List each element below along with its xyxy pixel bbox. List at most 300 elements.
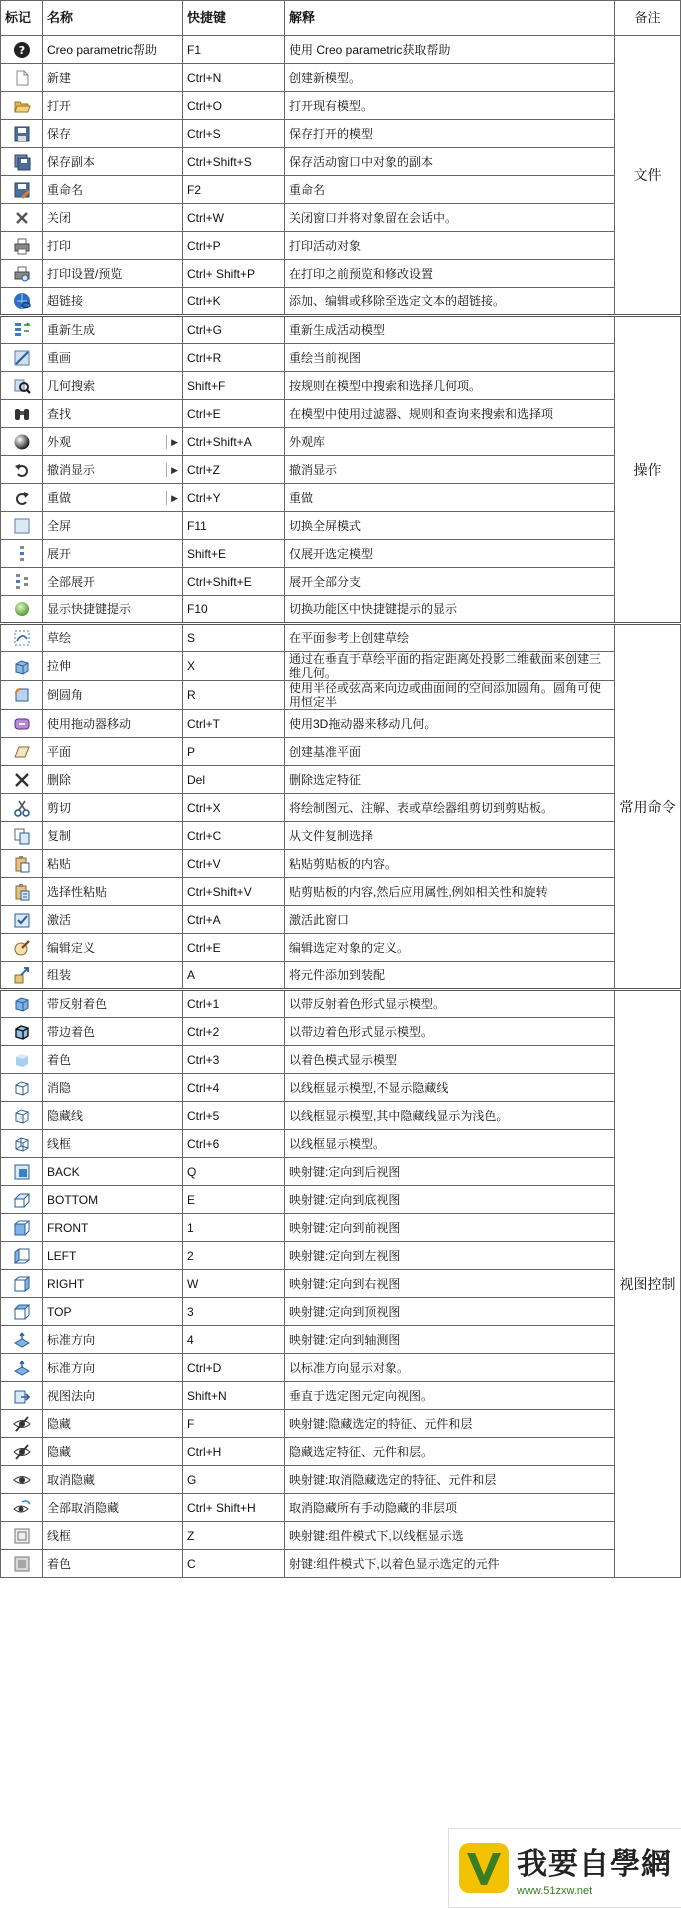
table-row	[1, 344, 681, 372]
name-cell	[43, 1242, 183, 1270]
shortcut-cell: Ctrl+Z	[183, 456, 285, 484]
shortcut-cell: Ctrl+5	[183, 1102, 285, 1130]
description-cell: 切换功能区中快捷键提示的显示	[285, 596, 615, 624]
table-row	[1, 372, 681, 400]
header-note: 备注	[615, 1, 681, 36]
hidden-line-icon	[13, 1107, 31, 1125]
name-cell	[43, 878, 183, 906]
description-cell: 重命名	[285, 176, 615, 204]
name-cell	[43, 1186, 183, 1214]
name-cell	[43, 484, 183, 512]
command-name: 关闭	[47, 210, 72, 225]
close-icon	[13, 209, 31, 227]
command-name: 标准方向	[47, 1360, 96, 1375]
description-cell: 添加、编辑或移除至选定文本的超链接。	[285, 288, 615, 316]
standard-orientation-icon	[13, 1331, 31, 1349]
shortcut-cell: X	[183, 652, 285, 681]
command-name: 查找	[47, 406, 72, 421]
icon-cell	[1, 36, 43, 64]
icon-cell	[1, 1438, 43, 1466]
description-cell: 切换全屏模式	[285, 512, 615, 540]
icon-cell	[1, 1550, 43, 1578]
shortcut-cell: Ctrl+Y	[183, 484, 285, 512]
name-cell	[43, 260, 183, 288]
command-name: 选择性粘贴	[47, 884, 108, 899]
name-cell	[43, 710, 183, 738]
description-cell: 以着色模式显示模型	[285, 1046, 615, 1074]
command-name: LEFT	[47, 1248, 77, 1263]
icon-cell	[1, 1102, 43, 1130]
icon-cell	[1, 512, 43, 540]
description-cell: 以带边着色形式显示模型。	[285, 1018, 615, 1046]
command-name: 拉伸	[47, 659, 72, 673]
table-row	[1, 1550, 681, 1578]
icon-cell	[1, 64, 43, 92]
shortcut-cell: Ctrl+3	[183, 1046, 285, 1074]
table-row	[1, 568, 681, 596]
save-icon	[13, 125, 31, 143]
shortcut-cell: C	[183, 1550, 285, 1578]
name-cell	[43, 1438, 183, 1466]
description-cell: 使用 Creo parametric获取帮助	[285, 36, 615, 64]
regenerate-icon	[13, 321, 31, 339]
table-row	[1, 1270, 681, 1298]
table-row	[1, 906, 681, 934]
view-right-icon	[13, 1275, 31, 1293]
icon-cell	[1, 766, 43, 794]
dropdown-arrow-icon: ▶	[166, 463, 178, 477]
icon-cell	[1, 400, 43, 428]
name-cell	[43, 176, 183, 204]
icon-cell	[1, 906, 43, 934]
name-cell	[43, 1158, 183, 1186]
shortcut-cell: Ctrl+E	[183, 400, 285, 428]
shortcut-cell: F1	[183, 36, 285, 64]
shortcut-cell: Ctrl+S	[183, 120, 285, 148]
shortcut-cell: 3	[183, 1298, 285, 1326]
command-name: 剪切	[47, 800, 72, 815]
table-row	[1, 512, 681, 540]
table-row	[1, 990, 681, 1018]
name-cell	[43, 624, 183, 652]
description-cell: 打印活动对象	[285, 232, 615, 260]
group-label: 常用命令	[615, 624, 681, 990]
name-cell	[43, 596, 183, 624]
name-cell	[43, 1046, 183, 1074]
repaint-icon	[13, 349, 31, 367]
command-name: 打开	[47, 98, 72, 113]
icon-cell	[1, 794, 43, 822]
command-name: 着色	[47, 1052, 72, 1067]
icon-cell	[1, 1214, 43, 1242]
table-row	[1, 1186, 681, 1214]
description-cell: 展开全部分支	[285, 568, 615, 596]
name-cell	[43, 906, 183, 934]
table-row	[1, 624, 681, 652]
icon-cell	[1, 738, 43, 766]
icon-cell	[1, 428, 43, 456]
icon-cell	[1, 1494, 43, 1522]
description-cell: 关闭窗口并将对象留在会话中。	[285, 204, 615, 232]
icon-cell	[1, 1242, 43, 1270]
description-cell: 使用3D拖动器来移动几何。	[285, 710, 615, 738]
description-cell: 映射键:隐藏选定的特征、元件和层	[285, 1410, 615, 1438]
icon-cell	[1, 204, 43, 232]
activate-icon	[13, 911, 31, 929]
shortcut-cell: Z	[183, 1522, 285, 1550]
appearance-sphere-icon	[13, 433, 31, 451]
description-cell: 撤消显示	[285, 456, 615, 484]
name-cell	[43, 1382, 183, 1410]
delete-icon	[13, 771, 31, 789]
icon-cell	[1, 1270, 43, 1298]
shortcut-tips-icon	[13, 600, 31, 618]
name-cell	[43, 1522, 183, 1550]
icon-cell	[1, 372, 43, 400]
table-row	[1, 681, 681, 710]
shortcut-cell: Ctrl+H	[183, 1438, 285, 1466]
icon-cell	[1, 1466, 43, 1494]
description-cell: 以线框显示模型。	[285, 1130, 615, 1158]
command-name: 草绘	[47, 631, 72, 645]
command-name: 保存副本	[47, 154, 96, 169]
name-cell	[43, 400, 183, 428]
description-cell: 映射键:定向到轴测图	[285, 1326, 615, 1354]
view-left-icon	[13, 1247, 31, 1265]
description-cell: 外观库	[285, 428, 615, 456]
table-row	[1, 1326, 681, 1354]
table-row	[1, 738, 681, 766]
shortcut-cell: Ctrl+Shift+E	[183, 568, 285, 596]
name-cell	[43, 1494, 183, 1522]
description-cell: 重绘当前视图	[285, 344, 615, 372]
name-cell	[43, 1326, 183, 1354]
paste-icon	[13, 855, 31, 873]
description-cell: 射键:组件模式下,以着色显示选定的元件	[285, 1550, 615, 1578]
description-cell: 映射键:组件模式下,以线框显示选	[285, 1522, 615, 1550]
description-cell: 激活此窗口	[285, 906, 615, 934]
print-preview-icon	[13, 265, 31, 283]
table-row	[1, 1410, 681, 1438]
table-row	[1, 176, 681, 204]
shortcut-cell: Del	[183, 766, 285, 794]
description-cell: 映射键:定向到前视图	[285, 1214, 615, 1242]
icon-cell	[1, 288, 43, 316]
command-name: 粘贴	[47, 856, 72, 871]
view-normal-icon	[13, 1387, 31, 1405]
table-row	[1, 934, 681, 962]
name-cell	[43, 428, 183, 456]
table-row	[1, 204, 681, 232]
description-cell: 映射键:取消隐藏选定的特征、元件和层	[285, 1466, 615, 1494]
description-cell: 映射键:定向到左视图	[285, 1242, 615, 1270]
description-cell: 将绘制图元、注解、表或草绘器组剪切到剪贴板。	[285, 794, 615, 822]
icon-cell	[1, 260, 43, 288]
icon-cell	[1, 1354, 43, 1382]
svg-text:?: ?	[18, 43, 25, 57]
table-row	[1, 92, 681, 120]
new-file-icon	[13, 69, 31, 87]
group-label: 文件	[615, 36, 681, 316]
command-name: 展开	[47, 546, 72, 561]
command-name: 组装	[47, 968, 72, 982]
help-icon	[13, 41, 31, 59]
command-name: FRONT	[47, 1220, 89, 1235]
sketch-icon	[13, 629, 31, 647]
description-cell: 在打印之前预览和修改设置	[285, 260, 615, 288]
shortcut-cell: Ctrl+2	[183, 1018, 285, 1046]
description-cell: 将元件添加到装配	[285, 962, 615, 990]
shortcut-cell: Shift+E	[183, 540, 285, 568]
icon-cell	[1, 1410, 43, 1438]
table-row	[1, 652, 681, 681]
icon-cell	[1, 1074, 43, 1102]
shading-edges-icon	[13, 1023, 31, 1041]
description-cell: 保存活动窗口中对象的副本	[285, 148, 615, 176]
icon-cell	[1, 1130, 43, 1158]
icon-cell	[1, 344, 43, 372]
view-top-icon	[13, 1303, 31, 1321]
dragger-move-icon	[13, 715, 31, 733]
name-cell	[43, 120, 183, 148]
shortcut-cell: Ctrl+P	[183, 232, 285, 260]
name-cell	[43, 148, 183, 176]
wireframe-icon	[13, 1135, 31, 1153]
shortcut-cell: Ctrl+Shift+V	[183, 878, 285, 906]
hyperlink-icon	[13, 292, 31, 310]
extrude-icon	[13, 657, 31, 675]
command-name: 平面	[47, 744, 72, 759]
icon-cell	[1, 1298, 43, 1326]
table-row	[1, 596, 681, 624]
table-row	[1, 1354, 681, 1382]
shading-icon	[13, 1051, 31, 1069]
view-front-icon	[13, 1219, 31, 1237]
icon-cell	[1, 681, 43, 710]
standard-orientation-icon	[13, 1359, 31, 1377]
command-name: 全部取消隐藏	[47, 1500, 120, 1515]
icon-cell	[1, 92, 43, 120]
header-desc: 解释	[285, 1, 615, 36]
shortcut-cell: P	[183, 738, 285, 766]
icon-cell	[1, 540, 43, 568]
shading-reflections-icon	[13, 995, 31, 1013]
command-name: 倒圆角	[47, 688, 84, 702]
table-row	[1, 1130, 681, 1158]
table-row	[1, 1298, 681, 1326]
command-name: 隐藏	[47, 1444, 72, 1459]
assemble-icon	[13, 966, 31, 984]
icon-cell	[1, 456, 43, 484]
description-cell: 以线框显示模型,其中隐藏线显示为浅色。	[285, 1102, 615, 1130]
description-cell: 通过在垂直于草绘平面的指定距离处投影二维截面来创建三维几何。	[285, 652, 615, 681]
hide-icon	[13, 1443, 31, 1461]
command-name: 保存	[47, 126, 72, 141]
command-name: 重命名	[47, 182, 84, 197]
name-cell	[43, 990, 183, 1018]
shortcut-cell: F10	[183, 596, 285, 624]
description-cell: 以标准方向显示对象。	[285, 1354, 615, 1382]
command-name: 着色	[47, 1556, 72, 1571]
name-cell	[43, 316, 183, 344]
shortcut-cell: R	[183, 681, 285, 710]
icon-cell	[1, 652, 43, 681]
shortcut-cell: Ctrl+W	[183, 204, 285, 232]
icon-cell	[1, 176, 43, 204]
name-cell	[43, 288, 183, 316]
scissors-icon	[13, 799, 31, 817]
description-cell: 从文件复制选择	[285, 822, 615, 850]
table-row	[1, 148, 681, 176]
shortcut-cell: Ctrl+E	[183, 934, 285, 962]
icon-cell	[1, 1158, 43, 1186]
edit-definition-icon	[13, 939, 31, 957]
description-cell: 映射键:定向到后视图	[285, 1158, 615, 1186]
logo-url: www.51zxw.net	[517, 1885, 593, 1897]
table-row	[1, 260, 681, 288]
icon-cell	[1, 934, 43, 962]
table-row	[1, 1494, 681, 1522]
table-row	[1, 794, 681, 822]
full-screen-icon	[13, 517, 31, 535]
command-name: 隐藏	[47, 1416, 72, 1431]
shortcut-cell: F2	[183, 176, 285, 204]
copy-icon	[13, 827, 31, 845]
shortcut-cell: Ctrl+V	[183, 850, 285, 878]
command-name: 打印设置/预览	[47, 266, 123, 281]
description-cell: 贴剪贴板的内容,然后应用属性,例如相关性和旋转	[285, 878, 615, 906]
description-cell: 映射键:定向到右视图	[285, 1270, 615, 1298]
name-cell	[43, 1466, 183, 1494]
description-cell: 删除选定特征	[285, 766, 615, 794]
command-name: 标准方向	[47, 1332, 96, 1347]
description-cell: 创建基准平面	[285, 738, 615, 766]
shortcut-cell: F11	[183, 512, 285, 540]
name-cell	[43, 1410, 183, 1438]
description-cell: 映射键:定向到底视图	[285, 1186, 615, 1214]
icon-cell	[1, 850, 43, 878]
table-row	[1, 36, 681, 64]
component-wireframe-icon	[13, 1527, 31, 1545]
binoculars-icon	[13, 405, 31, 423]
expand-icon	[13, 545, 31, 563]
name-cell	[43, 92, 183, 120]
name-cell	[43, 1214, 183, 1242]
print-icon	[13, 237, 31, 255]
icon-cell	[1, 1018, 43, 1046]
command-name: Creo parametric帮助	[47, 42, 158, 57]
command-name: 取消隐藏	[47, 1472, 96, 1487]
view-bottom-icon	[13, 1191, 31, 1209]
description-cell: 隐藏选定特征、元件和层。	[285, 1438, 615, 1466]
icon-cell	[1, 878, 43, 906]
table-row	[1, 120, 681, 148]
shortcut-cell: Ctrl+4	[183, 1074, 285, 1102]
command-name: TOP	[47, 1304, 72, 1319]
icon-cell	[1, 990, 43, 1018]
table-row	[1, 1214, 681, 1242]
header-shortcut: 快捷键	[183, 1, 285, 36]
logo-v-icon	[457, 1841, 511, 1895]
command-name: RIGHT	[47, 1276, 85, 1291]
shortcut-cell: 2	[183, 1242, 285, 1270]
icon-cell	[1, 1046, 43, 1074]
hide-icon	[13, 1415, 31, 1433]
description-cell: 垂直于选定图元定向视图。	[285, 1382, 615, 1410]
command-name: 打印	[47, 238, 72, 253]
name-cell	[43, 1354, 183, 1382]
name-cell	[43, 934, 183, 962]
plane-icon	[13, 743, 31, 761]
description-cell: 保存打开的模型	[285, 120, 615, 148]
shortcut-cell: Q	[183, 1158, 285, 1186]
unhide-icon	[13, 1471, 31, 1489]
name-cell	[43, 568, 183, 596]
command-name: 视图法向	[47, 1388, 96, 1403]
command-name: 外观	[47, 434, 72, 449]
shortcut-cell: Ctrl+1	[183, 990, 285, 1018]
header-row	[1, 1, 681, 36]
icon-cell	[1, 962, 43, 990]
description-cell: 使用半径或弦高来向边或曲面间的空间添加圆角。圆角可使用恒定半	[285, 681, 615, 710]
name-cell	[43, 850, 183, 878]
description-cell: 以线框显示模型,不显示隐藏线	[285, 1074, 615, 1102]
group-label: 操作	[615, 316, 681, 624]
redo-icon	[13, 489, 31, 507]
shortcut-cell: A	[183, 962, 285, 990]
description-cell: 创建新模型。	[285, 64, 615, 92]
name-cell	[43, 232, 183, 260]
command-name: 带反射着色	[47, 997, 108, 1011]
table-row	[1, 456, 681, 484]
save-copy-icon	[13, 153, 31, 171]
table-row	[1, 288, 681, 316]
undo-icon	[13, 461, 31, 479]
command-name: 重做	[47, 490, 72, 505]
table-row	[1, 962, 681, 990]
table-row	[1, 1382, 681, 1410]
expand-all-icon	[13, 573, 31, 591]
view-back-icon	[13, 1163, 31, 1181]
table-row	[1, 1466, 681, 1494]
paste-special-icon	[13, 883, 31, 901]
description-cell: 在平面参考上创建草绘	[285, 624, 615, 652]
command-name: 消隐	[47, 1080, 72, 1095]
command-name: 复制	[47, 828, 72, 843]
command-name: 重画	[47, 350, 72, 365]
shortcut-cell: W	[183, 1270, 285, 1298]
rename-icon	[13, 181, 31, 199]
geometry-search-icon	[13, 377, 31, 395]
shortcut-cell: E	[183, 1186, 285, 1214]
table-row	[1, 1242, 681, 1270]
shortcut-cell: Ctrl+Shift+S	[183, 148, 285, 176]
command-name: 激活	[47, 912, 72, 927]
shortcut-cell: Ctrl+G	[183, 316, 285, 344]
command-name: 删除	[47, 772, 72, 787]
command-name: 使用拖动器移动	[47, 716, 132, 731]
table-row	[1, 1018, 681, 1046]
command-name: 线框	[47, 1136, 72, 1151]
description-cell: 重新生成活动模型	[285, 316, 615, 344]
description-cell: 在模型中使用过滤器、规则和查询来搜索和选择项	[285, 400, 615, 428]
description-cell: 重做	[285, 484, 615, 512]
description-cell: 编辑选定对象的定义。	[285, 934, 615, 962]
table-row	[1, 1522, 681, 1550]
name-cell	[43, 681, 183, 710]
unhide-all-icon	[13, 1499, 31, 1517]
description-cell: 取消隐藏所有手动隐藏的非层项	[285, 1494, 615, 1522]
